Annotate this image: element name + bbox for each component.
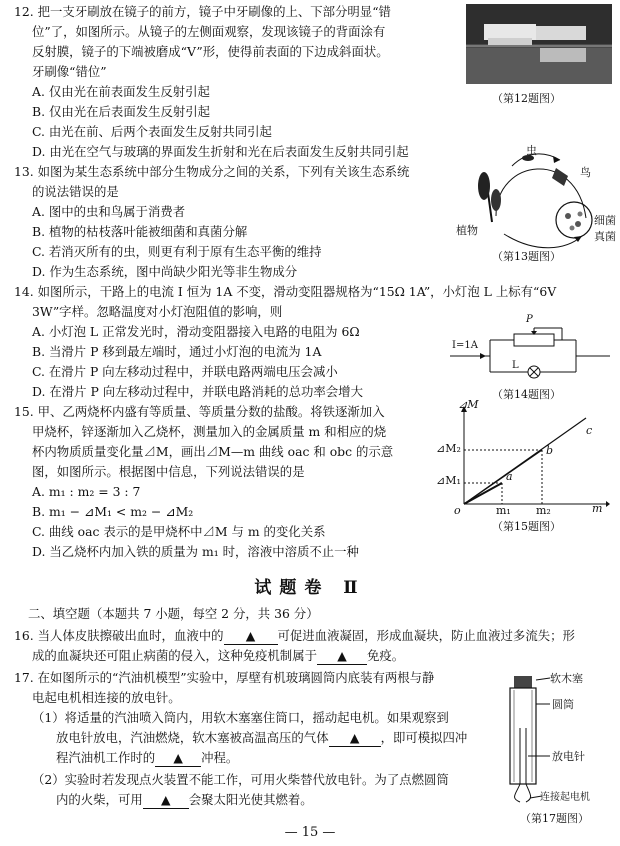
- q12-option-c: C. 由光在前、后两个表面发生反射共同引起: [32, 124, 272, 139]
- q14-line: 3W”字样。忽略温度对小灯泡阻值的影响，则: [32, 304, 283, 319]
- q16-blank-2: ▲: [317, 648, 367, 665]
- q12-photo: [466, 4, 612, 84]
- section2-intro: 二、填空题（本题共 7 小题，每空 2 分，共 36 分）: [28, 606, 319, 621]
- q12-line: 反射膜，镜子的下端被磨成“V”形，使得前表面的下边成斜面状。: [32, 44, 389, 59]
- q15-line: 图，如图所示。根据图中信息，下列说法错误的是: [32, 464, 305, 479]
- q14-caption: （第14题图）: [492, 388, 561, 401]
- q15-label-dm1: ⊿M₁: [436, 474, 461, 487]
- q12-option-b: B. 仅由光在后表面发生反射引起: [32, 104, 211, 119]
- q15-label-dm2: ⊿M₂: [436, 442, 461, 455]
- q17-label-needle: 放电针: [552, 750, 585, 763]
- q12-line: 12. 把一支牙刷放在镜子的前方，镜子中牙刷像的上、下部分明显“错: [14, 4, 391, 19]
- dm-m-graph: [446, 404, 610, 514]
- q17-part1-line3: 程汽油机工作时的 ▲ 冲程。: [56, 750, 239, 765]
- q17-label-cork: 软木塞: [550, 672, 583, 685]
- q15-line: 甲烧杯，锌逐渐加入乙烧杯，测量加入的金属质量 m 和相应的烧: [32, 424, 387, 439]
- q13-label-plant: 植物: [456, 224, 478, 237]
- q15-label-yaxis: ⊿M: [458, 398, 479, 411]
- q17-part2-line1: （2）实验时若发现点火装置不能工作，可用火柴替代放电针。为了点燃圆筒: [32, 772, 449, 787]
- q13-line: 的说法错误的是: [32, 184, 119, 199]
- q13-line: 13. 如图为某生态系统中部分生物成分之间的关系，下列有关该生态系统: [14, 164, 410, 179]
- q17-blank-2: ▲: [155, 750, 201, 767]
- q17-part1-line1: （1）将适量的汽油喷入筒内，用软木塞塞住筒口，摇动起电机。如果观察到: [32, 710, 449, 725]
- q17-figure: [500, 668, 612, 808]
- q15-line: 15. 甲、乙两烧杯内盛有等质量、等质量分数的盐酸。将铁逐渐加入: [14, 404, 385, 419]
- q15-label-xaxis: m: [592, 502, 603, 515]
- q17-line: 电起电机相连接的放电针。: [32, 690, 181, 705]
- q14-label-lamp: L: [512, 360, 519, 371]
- toothbrush-mirror-image: [466, 4, 612, 84]
- q13-label-fungi: 真菌: [594, 230, 616, 243]
- q15-label-m1: m₁: [496, 504, 511, 517]
- q15-option-c: C. 曲线 oac 表示的是甲烧杯中⊿M 与 m 的变化关系: [32, 524, 326, 539]
- q17-part1-line2: 放电针放电，汽油燃烧，软木塞被高温高压的气体 ▲ ，即可模拟四冲: [56, 730, 468, 745]
- q12-option-a: A. 仅由光在前表面发生反射引起: [32, 84, 210, 99]
- q15-line: 杯内物质质量变化量⊿M，画出⊿M—m 曲线 oac 和 obc 的示意: [32, 444, 394, 459]
- q17-label-machine: 连接起电机: [540, 792, 590, 803]
- q13-label-bacteria: 细菌: [594, 214, 616, 227]
- section-title: 试题卷 Ⅱ: [254, 578, 366, 598]
- q13-option-b: B. 植物的枯枝落叶能被细菌和真菌分解: [32, 224, 248, 239]
- q17-label-tube: 圆筒: [552, 698, 574, 711]
- q16-line-1: 16. 当人体皮肤擦破出血时，血液中的 ▲ 可促进血液凝固，形成血凝块，防止血液过多流失；形: [14, 628, 575, 643]
- q14-option-d: D. 在滑片 P 向左移动过程中，并联电路消耗的总功率会增大: [32, 384, 363, 399]
- q15-graph-figure: [436, 398, 610, 517]
- q14-line: 14. 如图所示，干路上的电流 I 恒为 1A 不变，滑动变阻器规格为“15Ω 1A”，小灯泡 L 上标有“6V: [14, 284, 557, 299]
- q15-label-a: a: [506, 470, 513, 483]
- q16-line-2: 成的血凝块还可阻止病菌的侵入，这种免疫机制属于 ▲ 免疫。: [32, 648, 405, 663]
- q15-option-d: D. 当乙烧杯内加入铁的质量为 m₁ 时，溶液中溶质不止一种: [32, 544, 359, 559]
- q13-ecosystem-figure: [456, 138, 616, 256]
- q15-option-b: B. m₁ − ⊿M₁ < m₂ − ⊿M₂: [32, 504, 194, 519]
- q12-option-d: D. 由光在空气与玻璃的界面发生折射和光在后表面发生反射共同引起: [32, 144, 409, 159]
- q15-label-c: c: [586, 424, 593, 437]
- q17-caption: （第17题图）: [520, 812, 589, 825]
- q13-label-insect: 虫: [526, 144, 537, 157]
- q13-option-a: A. 图中的虫和鸟属于消费者: [32, 204, 186, 219]
- q13-label-bird: 鸟: [580, 166, 591, 179]
- q13-option-c: C. 若消灭所有的虫，则更有利于原有生态平衡的维持: [32, 244, 322, 259]
- q14-option-a: A. 小灯泡 L 正常发光时，滑动变阻器接入电路的电阻为 6Ω: [32, 324, 360, 339]
- q15-label-b: b: [546, 444, 554, 457]
- q17-part2-line2: 内的火柴，可用 ▲ 会聚太阳光使其燃着。: [56, 792, 313, 807]
- q12-line: 位”了，如图所示。从镜子的左侧面观察，发现该镜子的背面涂有: [32, 24, 386, 39]
- q12-line: 牙刷像“错位”: [32, 64, 107, 79]
- q17-blank-1: ▲: [329, 730, 381, 747]
- circuit-diagram: [450, 322, 610, 384]
- q14-label-current: I=1A: [452, 340, 478, 351]
- page-number: — 15 —: [284, 825, 336, 840]
- q14-label-slider: P: [526, 314, 533, 325]
- q14-option-c: C. 在滑片 P 向左移动过程中，并联电路两端电压会减小: [32, 364, 338, 379]
- q13-caption: （第13题图）: [492, 250, 561, 263]
- gasoline-engine-model: [500, 668, 612, 808]
- q16-blank-1: ▲: [224, 628, 278, 645]
- q15-caption: （第15题图）: [492, 520, 561, 533]
- q15-label-m2: m₂: [536, 504, 551, 517]
- q17-blank-3: ▲: [143, 792, 189, 809]
- q13-option-d: D. 作为生态系统，图中尚缺少阳光等非生物成分: [32, 264, 298, 279]
- q12-caption: （第12题图）: [492, 92, 561, 105]
- q17-line: 17. 在如图所示的“汽油机模型”实验中，厚壁有机玻璃圆筒内底装有两根与静: [14, 670, 435, 685]
- q14-circuit-figure: [450, 314, 610, 384]
- q15-label-origin: o: [454, 504, 461, 517]
- q15-option-a: A. m₁ : m₂ = 3 : 7: [32, 484, 141, 499]
- q14-option-b: B. 当滑片 P 移到最左端时，通过小灯泡的电流为 1A: [32, 344, 322, 359]
